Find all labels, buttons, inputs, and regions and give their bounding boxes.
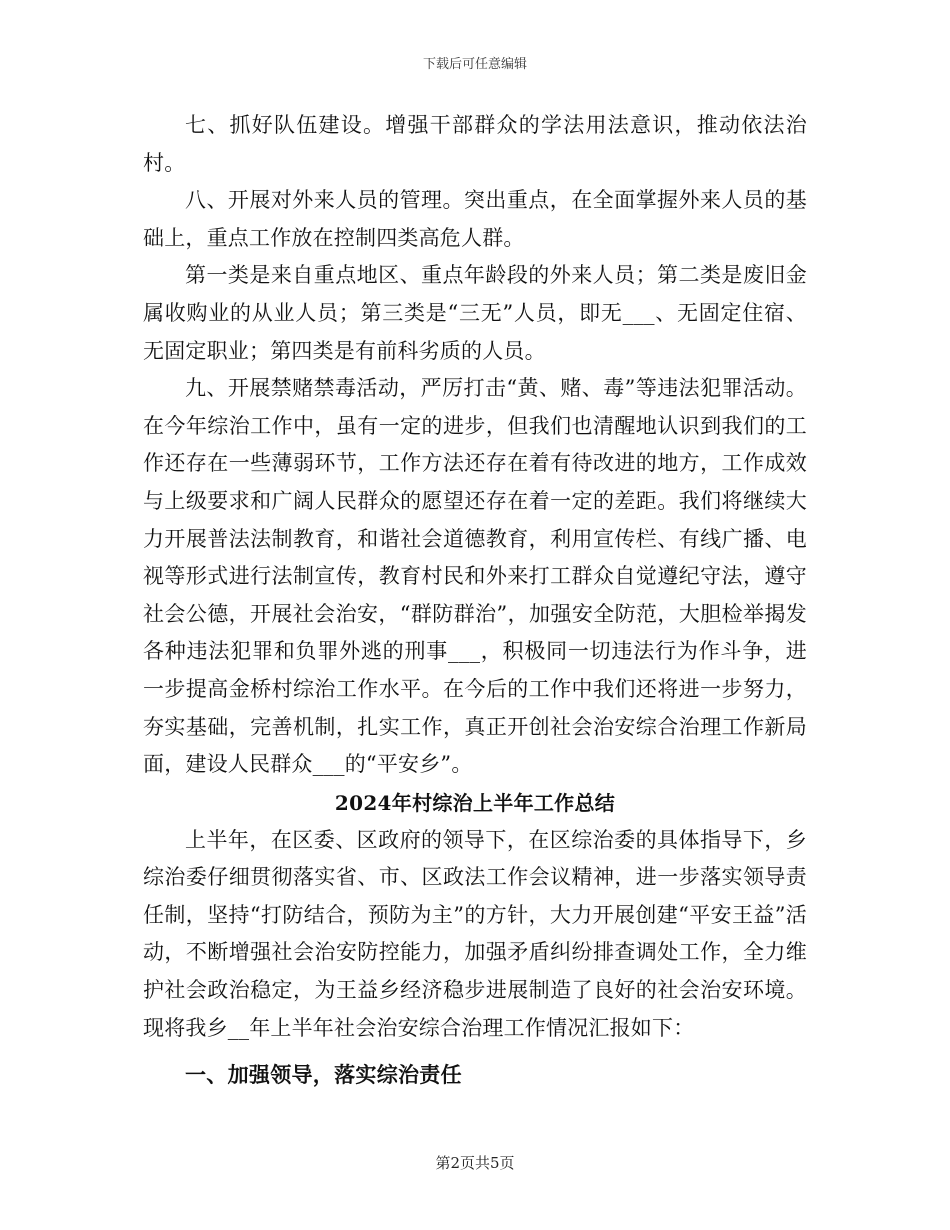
paragraph: 九、开展禁赌禁毒活动，严厉打击“黄、赌、毒”等违法犯罪活动。在今年综治工作中，虽有一定的进步，但我们也清醒地认识到我们的工作还存在一些薄弱环节，工作方法还存在着有待改进的地方，工作成效与上级要求和广阔人民群众的愿望还存在着一定的差距。我们将继续大力开展普法法制教育，和谐社会道德教育，利用宣传栏、有线广播、电视等形式进行法制宣传，教育村民和外来打工群众自觉遵纪守法，遵守社会公德，开展社会治安，“群防群治”，加强安全防范，大胆检举揭发各种违法犯罪和负罪外逃的刑事___，积极同一切违法行为作斗争，进一步提高金桥村综治工作水平。在今后的工作中我们还将进一步努力，夯实基础，完善机制，扎实工作，真正开创社会治安综合治理工作新局面，建设人民群众___的“平安乡”。 [143, 376, 807, 777]
paragraph: 第一类是来自重点地区、重点年龄段的外来人员；第二类是废旧金属收购业的从业人员；第三类是“三无”人员，即无___、无固定住宿、无固定职业；第四类是有前科劣质的人员。 [143, 263, 807, 363]
page-number: 第2页共5页 [435, 1154, 515, 1172]
intro-paragraph: 上半年，在区委、区政府的领导下，在区综治委的具体指导下，乡综治委仔细贯彻落实省、市、区政法工作会议精神，进一步落实领导责任制，坚持“打防结合，预防为主”的方针，大力开展创建“平安王益”活动，不断增强社会治安防控能力，加强矛盾纠纷排查调处工作，全力维护社会政治稳定，为王益乡经济稳步进展制造了良好的社会治安环境。现将我乡__年上半年社会治安综合治理工作情况汇报如下： [143, 827, 807, 1040]
section-title: 2024年村综治上半年工作总结 [334, 790, 616, 815]
document-body [143, 107, 807, 1095]
section-heading: 一、加强领导，落实综治责任 [185, 1062, 462, 1088]
paragraph: 八、开展对外来人员的管理。突出重点，在全面掌握外来人员的基础上，重点工作放在控制四类高危人群。 [143, 188, 807, 250]
paragraph: 七、抓好队伍建设。增强干部群众的学法用法意识，推动依法治村。 [143, 113, 807, 175]
page-header: 下载后可任意编辑 [422, 57, 527, 72]
